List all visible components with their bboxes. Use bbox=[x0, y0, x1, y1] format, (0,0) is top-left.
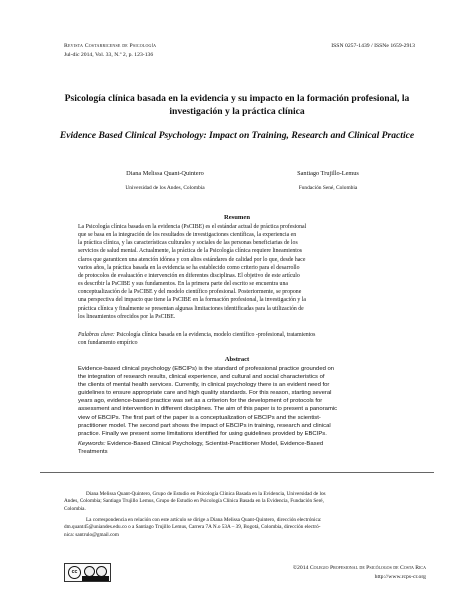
issn: ISSN 0257-1439 / ISSNe 1659-2913 bbox=[331, 43, 415, 49]
abstract-line: practitioner model. The second part shows the impact of EBCIPs in training, research and clinical bbox=[78, 422, 331, 429]
author-1-name: Diana Melissa Quant-Quintero bbox=[126, 170, 204, 177]
abstract-line: the clients of mental health services. Currently, in clinical psychology there is an evident need for bbox=[78, 382, 330, 389]
abstract-heading: Abstract bbox=[224, 356, 250, 363]
abstract-body bbox=[78, 365, 394, 438]
keywords-label: Palabras clave: bbox=[78, 332, 115, 338]
resumen-line: es describir la PsCIBE y sus fundamentos. En la primera parte del escrito se encuentra una bbox=[78, 281, 288, 288]
keywords-line: Treatments bbox=[78, 449, 108, 456]
keywords-label: Keywords: bbox=[78, 441, 106, 447]
resumen-heading: Resumen bbox=[223, 214, 250, 221]
resumen-line: de protocolos de evaluación e intervención en diferentes disciplinas. El objetivo de este artículo bbox=[78, 272, 300, 279]
resumen-line: práctica clínica y finalmente se presentan algunas limitaciones identificadas para la utilización de bbox=[78, 305, 304, 312]
footnote-line: La correspondencia en relación con este artículo se dirige a Diana Melissa Quant-Quintero, dirección electrónica: bbox=[86, 517, 322, 523]
footnote-line: Colombia. bbox=[64, 505, 86, 512]
keywords-line: con fundamento empírico bbox=[78, 340, 138, 347]
abstract-line: the integration of research results, clinical experience, and cultural and social characteristics of bbox=[78, 374, 325, 381]
resumen-line: La Psicología clínica basada en la evidencia (PsCIBE) es el estándar actual de práctica profesional bbox=[78, 224, 307, 230]
abstract-line: assessment and intervention in different disciplines. The aim of this paper is to present a panoramic bbox=[78, 406, 338, 413]
cc-icon: cc bbox=[68, 566, 81, 579]
author-2-name: Santiago Trujillo-Lemus bbox=[297, 170, 359, 177]
journal-url[interactable]: http://www.rcps-cr.org bbox=[374, 574, 426, 580]
author-2-affiliation: Fundación Sené, Colombia bbox=[298, 185, 358, 191]
footnote-line: Andes, Colombia; Santiago Trujillo Lemus, Grupo de Estudio en Psicología Clínica Basada en la Evidencia, Fundación Seré, bbox=[64, 498, 324, 505]
author-1-affiliation: Universidad de los Andes, Colombia bbox=[125, 185, 205, 191]
resumen-line: servicios de salud mental. Actualmente, la práctica de la Psicología clínica requiere lineamientos bbox=[78, 248, 303, 255]
footnote-line: nica: santrulo@gmail.com bbox=[64, 531, 119, 538]
copyright: ©2014 Colegio Profesional de Psicólogos de Costa Rica bbox=[292, 565, 426, 571]
journal-name: Revista Costarricense de Psicología bbox=[64, 43, 157, 49]
abstract-line: guidelines to ensure appropriate care and high quality standards. For this reason, starting several bbox=[78, 390, 332, 397]
resumen-line: los lineamientos ofrecidos por la PsCIBE. bbox=[78, 313, 176, 320]
abstract-line: view of EBCIPs. The first part of the paper is a conceptualization of EBCIPs and the scientist- bbox=[78, 414, 321, 421]
footnote-divider bbox=[40, 472, 434, 473]
author-note bbox=[64, 491, 426, 513]
title-spanish: Psicología clínica basada en la evidencia y su impacto en la formación profesional, la investigación y la práctica clínica bbox=[64, 93, 410, 117]
resumen-body bbox=[78, 223, 394, 321]
footnote-line: Diana Melissa Quant-Quintero, Grupo de Estudio en Psicología Clínica Basada en la Evidencia, Universidad de los bbox=[86, 491, 326, 497]
resumen-line: la práctica clínica, y las características culturales y sociales de las personas beneficiarias de los bbox=[78, 240, 298, 247]
resumen-keywords bbox=[78, 331, 394, 347]
resumen-line: conceptualización de la PsCIBE y del modelo científico profesional. Posteriormente, se propone bbox=[78, 289, 302, 296]
resumen-line: claros que garanticen una atención idónea y con altos estándares de calidad por lo que, desde hace bbox=[78, 256, 306, 263]
abstract-line: practice. Finally we present some limitations identified for using guidelines provided by EBCIPs. bbox=[78, 430, 327, 437]
abstract-line: Evidence-based clinical psychology (EBCIPs) is the standard of professional practice grounded on bbox=[78, 366, 335, 372]
keywords-line: Psicología clínica basada en la evidencia, modelo científico -profesional, tratamientos bbox=[116, 332, 316, 338]
footnote-line: dm.quant45@uniandes.edu.co o a Santiago Trujillo Lemus, Carrera 7A N.o 53A – 39, Bogotá, Colombia, dirección electró- bbox=[64, 524, 321, 531]
abstract-line: years ago, evidence-based practice was set as a criterion for the development of protocols for bbox=[78, 398, 323, 405]
keywords-line: Evidence-Based Clinical Psychology, Scientist-Practitioner Model, Evidence-Based bbox=[107, 441, 324, 447]
title-english: Evidence Based Clinical Psychology: Impact on Training, Research and Clinical Practice bbox=[59, 130, 415, 141]
creative-commons-badge[interactable] bbox=[64, 563, 111, 582]
volume-info: Jul-dic 2014, Vol. 33, N.º 2, p. 123-136 bbox=[64, 52, 154, 58]
resumen-line: varios años, la práctica basada en la evidencia se ha establecido como criterio para el desarrollo bbox=[78, 264, 300, 271]
resumen-line: una perspectiva del impacto que tiene la PsCIBE en la formación profesional, la investigación y la bbox=[78, 297, 306, 304]
correspondence-note bbox=[64, 517, 426, 539]
license-strip bbox=[82, 576, 109, 581]
abstract-keywords bbox=[78, 440, 394, 456]
resumen-line: que se basa en la integración de los resultados de investigaciones científicas, la experiencia en bbox=[78, 232, 297, 239]
